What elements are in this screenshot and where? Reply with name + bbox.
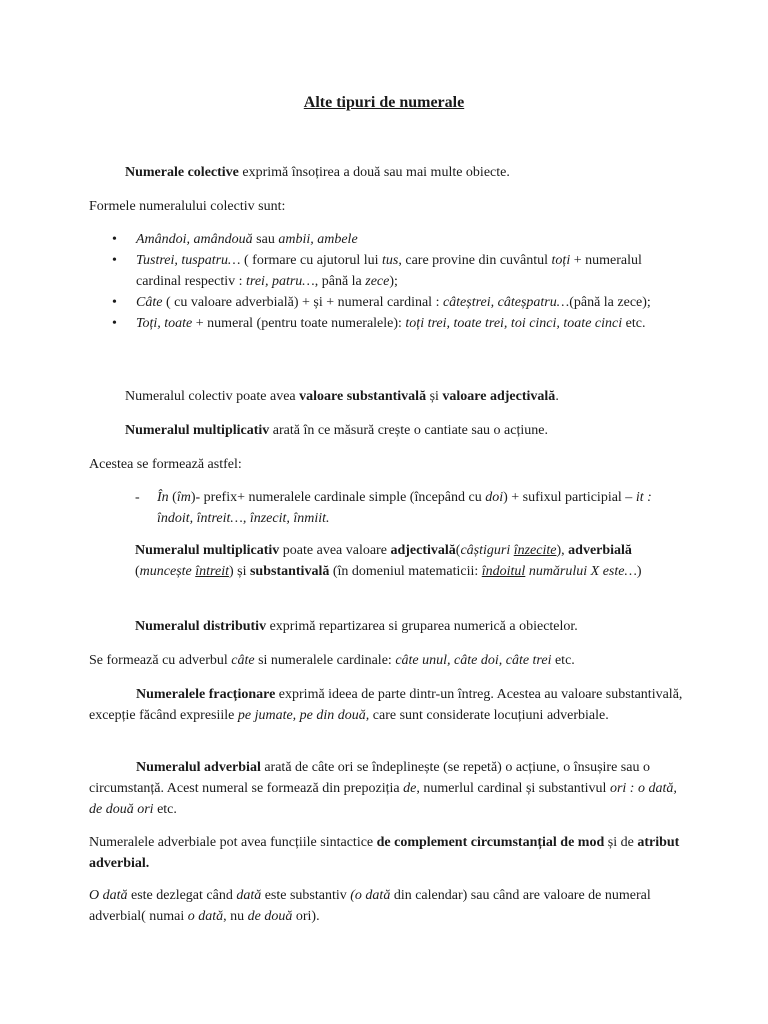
- paragraph-functii-sintactice: Numeralele adverbiale pot avea funcțiile sintactice de complement circumstanțial de mod și de atribut adverbial.: [89, 835, 680, 871]
- bullet-icon: •: [112, 316, 117, 331]
- bullet-list-forme: [89, 229, 689, 334]
- paragraph-o-data: O dată este dezlegat când dată este substantiv (o dată din calendar) sau când are valoare de numeral adverbial( numai o dată, nu de două ori).: [89, 888, 651, 924]
- term-numeral-multiplicativ: Numeralul multiplicativ: [125, 423, 270, 438]
- list-item: • Câte ( cu valoare adverbială) + și + numeral cardinal : câteștrei, câteșpatru…(până la zece);: [89, 292, 689, 313]
- paragraph-se-formeaza: Acestea se formează astfel:: [89, 457, 242, 472]
- list-item: • Toți, toate + numeral (pentru toate numeralele): toți trei, toate trei, toi cinci, toate cinci etc.: [89, 313, 689, 334]
- term-numerale-colective: Numerale colective: [125, 165, 239, 180]
- dash-list-item: [135, 487, 690, 529]
- paragraph-numeral-distributiv: Numeralul distributiv exprimă repartizarea si gruparea numerică a obiectelor.: [135, 619, 578, 634]
- paragraph-multiplicativ-valoare: Numeralul multiplicativ poate avea valoare adjectivală(câștiguri înzecite), adverbială (muncește întreit) și substantivală (în domeniul matematicii: îndoitul numărului X este…): [135, 543, 642, 579]
- paragraph-distributiv-formare: Se formează cu adverbul câte si numeralele cardinale: câte unul, câte doi, câte trei etc.: [89, 653, 575, 668]
- term-numeral-distributiv: Numeralul distributiv: [135, 619, 267, 634]
- term-numeral-adverbial: Numeralul adverbial: [136, 760, 261, 775]
- page-title: Alte tipuri de numerale: [303, 94, 465, 111]
- bullet-icon: •: [112, 232, 117, 247]
- paragraph-numerale-colective: Numerale colective exprimă însoțirea a două sau mai multe obiecte.: [125, 165, 510, 180]
- bullet-icon: •: [112, 253, 117, 268]
- paragraph-numerale-fractionare: Numeralele fracționare exprimă ideea de parte dintr-un întreg. Acestea au valoare substantivală, excepție făcând expresiile pe jumate, pe din două, care sunt considerate locuțiuni adverbiale.: [89, 687, 683, 723]
- paragraph-valoare-colectiv: Numeralul colectiv poate avea valoare substantivală și valoare adjectivală.: [125, 389, 559, 404]
- bullet-icon: •: [112, 295, 117, 310]
- list-item: • Tustrei, tuspatru… ( formare cu ajutorul lui tus, care provine din cuvântul toți + numeralul cardinal respectiv : trei, patru…, până la zece);: [89, 250, 689, 292]
- dash-item-text: În (îm)- prefix+ numeralele cardinale simple (începând cu doi) + sufixul participial – it : îndoit, întreit…, înzecit, înmiit.: [157, 490, 652, 526]
- term-numerale-fractionare: Numeralele fracționare: [136, 687, 276, 702]
- paragraph-numeral-multiplicativ: Numeralul multiplicativ arată în ce măsură crește o cantiate sau o acțiune.: [125, 423, 548, 438]
- dash-marker: -: [135, 490, 140, 505]
- list-item: • Amândoi, amândouă sau ambii, ambele: [89, 229, 689, 250]
- paragraph-forme-colectiv: Formele numeralului colectiv sunt:: [89, 199, 286, 214]
- paragraph-numeral-adverbial: Numeralul adverbial arată de câte ori se îndeplinește (se repetă) o acțiune, o însușire sau o circumstanță. Acest numeral se formează din prepoziția de, numerlul cardinal și substantivul ori : o dată, de două ori etc.: [89, 760, 677, 817]
